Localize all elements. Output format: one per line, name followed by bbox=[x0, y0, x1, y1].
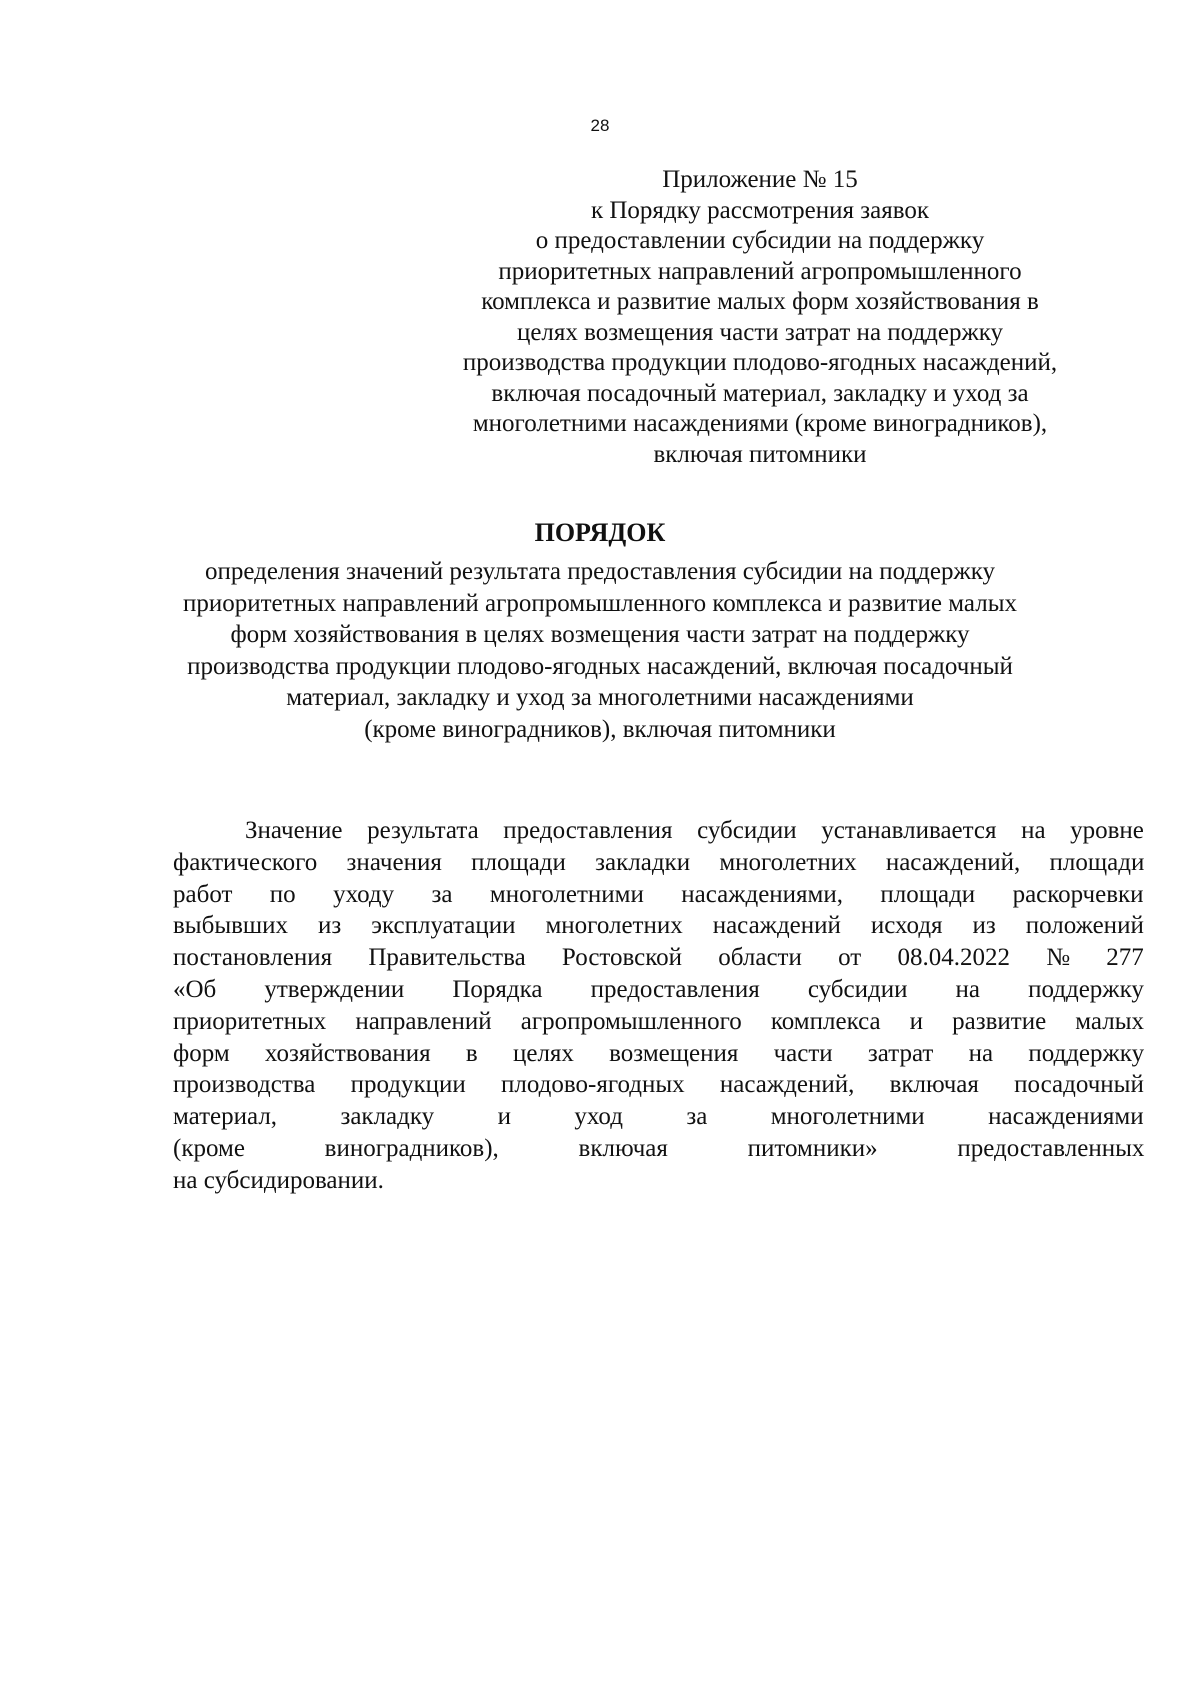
document-title: ПОРЯДОК bbox=[534, 518, 666, 547]
appendix-line: многолетними насаждениями (кроме виноградников), bbox=[472, 410, 1048, 437]
document-subtitle bbox=[100, 556, 1100, 745]
body-line: приоритетных направлений агропромышленного комплекса и развитие малых bbox=[173, 1007, 1145, 1035]
appendix-line: включая посадочный материал, закладку и уход за bbox=[491, 379, 1029, 407]
body-line: работ по уходу за многолетними насаждениями, площади раскорчевки bbox=[173, 880, 1144, 908]
body-line: «Об утверждении Порядка предоставления субсидии на поддержку bbox=[173, 975, 1144, 1003]
subtitle-line: производства продукции плодово-ягодных насаждений, включая посадочный bbox=[187, 652, 1013, 680]
appendix-line: производства продукции плодово-ягодных насаждений, bbox=[462, 349, 1058, 376]
body-line: (кроме виноградников), включая питомники» предоставленных bbox=[173, 1134, 1145, 1162]
body-line: на субсидировании. bbox=[173, 1166, 384, 1194]
appendix-line: о предоставлении субсидии на поддержку bbox=[535, 227, 985, 254]
appendix-line: целях возмещения части затрат на поддержку bbox=[516, 318, 1004, 346]
body-line: материал, закладку и уход за многолетними насаждениями bbox=[173, 1103, 1144, 1131]
appendix-line: к Порядку рассмотрения заявок bbox=[590, 196, 930, 224]
subtitle-line: материал, закладку и уход за многолетними насаждениями bbox=[286, 684, 914, 711]
subtitle-line: (кроме виноградников), включая питомники bbox=[364, 715, 836, 743]
appendix-line: комплекса и развитие малых форм хозяйствования в bbox=[481, 288, 1039, 315]
appendix-line: включая питомники bbox=[653, 440, 867, 468]
body-line: постановления Правительства Ростовской области от 08.04.2022 № 277 bbox=[173, 944, 1144, 972]
appendix-line: Приложение № 15 bbox=[662, 166, 858, 193]
body-paragraph bbox=[173, 815, 1144, 1197]
body-line: Значение результата предоставления субсидии устанавливается на уровне bbox=[245, 817, 1144, 844]
body-line: выбывших из эксплуатации многолетних насаждений исходя из положений bbox=[173, 912, 1144, 940]
appendix-header bbox=[450, 165, 1070, 470]
subtitle-line: форм хозяйствования в целях возмещения части затрат на поддержку bbox=[230, 621, 970, 648]
subtitle-line: приоритетных направлений агропромышленного комплекса и развитие малых bbox=[182, 589, 1017, 617]
subtitle-line: определения значений результата предоставления субсидии на поддержку bbox=[204, 558, 996, 585]
body-line: форм хозяйствования в целях возмещения части затрат на поддержку bbox=[173, 1039, 1145, 1067]
body-line: фактического значения площади закладки многолетних насаждений, площади bbox=[173, 848, 1145, 876]
appendix-line: приоритетных направлений агропромышленного bbox=[498, 257, 1022, 285]
body-line: производства продукции плодово-ягодных насаждений, включая посадочный bbox=[173, 1071, 1144, 1099]
page-number: 28 bbox=[590, 116, 610, 135]
